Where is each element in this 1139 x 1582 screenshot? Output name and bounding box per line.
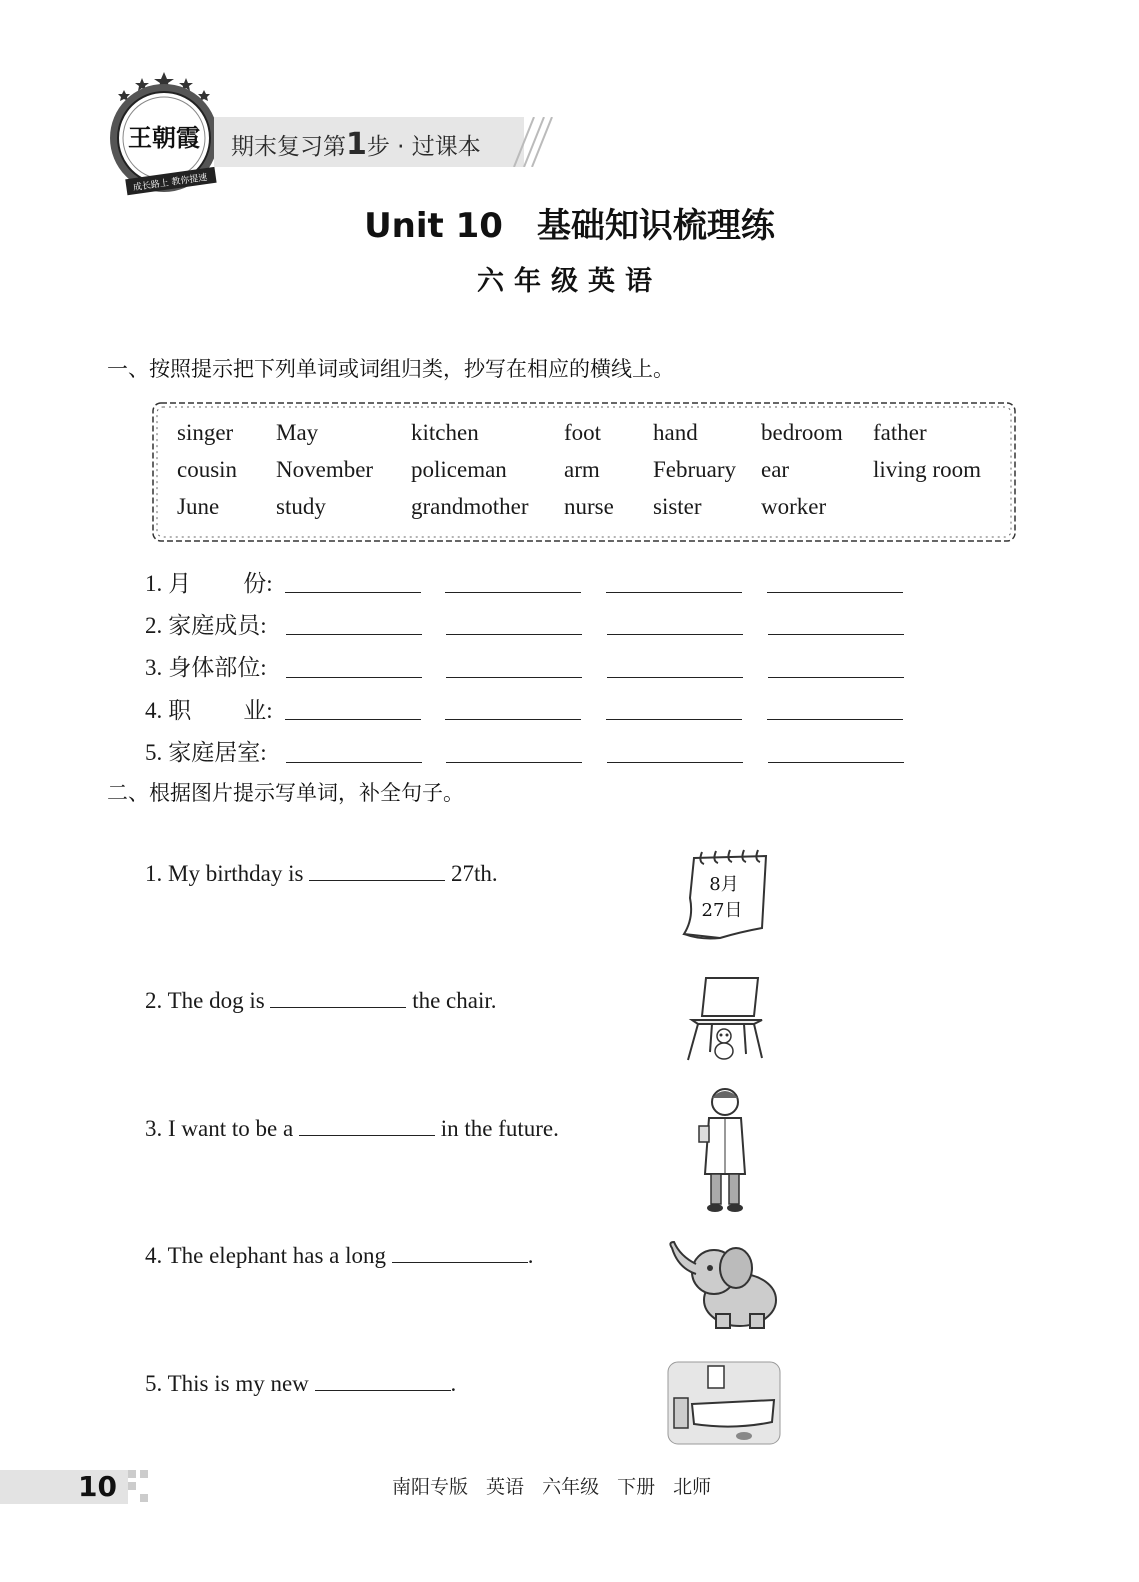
word: cousin [177,457,238,482]
word: worker [761,494,827,519]
svg-text:27日: 27日 [701,900,743,921]
banner-text: 期末复习第1步 · 过课本 [231,127,481,162]
answer-blank[interactable] [286,677,422,678]
word: June [177,494,220,519]
word: bedroom [761,420,843,445]
word: policeman [411,457,507,482]
page-subtitle: 六年级英语 [477,266,662,297]
sentence-2: 2. The dog is the chair. [145,988,497,1013]
answer-blank[interactable] [606,719,742,720]
sentence-5: 5. This is my new . [145,1371,457,1396]
answer-blank[interactable] [607,634,743,635]
dog-under-chair-picture [684,974,766,1066]
page-number-background [0,1470,148,1504]
bathroom-picture [664,1358,784,1448]
footer-info: 南阳专版 英语 六年级 下册 北师 [392,1476,712,1498]
answer-blank[interactable] [607,677,743,678]
page-number: 10 [78,1470,117,1503]
publisher-logo [104,70,224,200]
answer-blank[interactable] [767,592,903,593]
word: sister [653,494,702,519]
category-label-family: 2. 家庭成员: [145,613,267,638]
answer-blank[interactable] [768,762,904,763]
answer-blank[interactable] [607,762,743,763]
page-title: Unit 10 基础知识梳理练 [364,206,775,246]
word: kitchen [411,420,479,445]
word: nurse [564,494,614,519]
word: singer [177,420,234,445]
word: arm [564,457,600,482]
sentence-1: 1. My birthday is 27th. [145,861,498,886]
svg-text:成长路上 教你提速: 成长路上 教你提速 [132,172,208,194]
answer-blank[interactable] [767,719,903,720]
category-label-jobs: 4. 职 业: [145,698,273,723]
answer-blank[interactable] [445,592,581,593]
answer-blank[interactable] [315,1372,451,1391]
word: father [873,420,927,445]
word: May [276,420,319,445]
answer-blank[interactable] [446,634,582,635]
elephant-picture [664,1234,784,1334]
category-label-rooms: 5. 家庭居室: [145,740,267,765]
word: living room [873,457,981,482]
answer-blank[interactable] [286,634,422,635]
answer-blank[interactable] [285,592,421,593]
calendar-picture [680,848,772,944]
answer-blank[interactable] [768,634,904,635]
word: February [653,457,737,482]
answer-blank[interactable] [270,989,406,1008]
word: November [276,457,374,482]
word: grandmother [411,494,529,519]
section-2-heading: 二、根据图片提示写单词，补全句子。 [107,781,464,805]
answer-blank[interactable] [606,592,742,593]
answer-blank[interactable] [446,677,582,678]
category-label-body: 3. 身体部位: [145,655,267,680]
svg-text:王朝霞: 王朝霞 [128,123,200,152]
word: study [276,494,326,519]
doctor-picture [695,1082,755,1214]
sentence-4: 4. The elephant has a long . [145,1243,534,1268]
answer-blank[interactable] [392,1244,528,1263]
word: hand [653,420,698,445]
answer-blank[interactable] [768,677,904,678]
answer-blank[interactable] [309,862,445,881]
answer-blank[interactable] [286,762,422,763]
word: foot [564,420,602,445]
word: ear [761,457,790,482]
svg-text:8月: 8月 [709,874,739,895]
answer-blank[interactable] [299,1117,435,1136]
sentence-3: 3. I want to be a in the future. [145,1116,559,1141]
section-1-heading: 一、按照提示把下列单词或词组归类，抄写在相应的横线上。 [107,357,674,381]
category-label-months: 1. 月 份: [145,571,273,596]
answer-blank[interactable] [285,719,421,720]
answer-blank[interactable] [445,719,581,720]
answer-blank[interactable] [446,762,582,763]
